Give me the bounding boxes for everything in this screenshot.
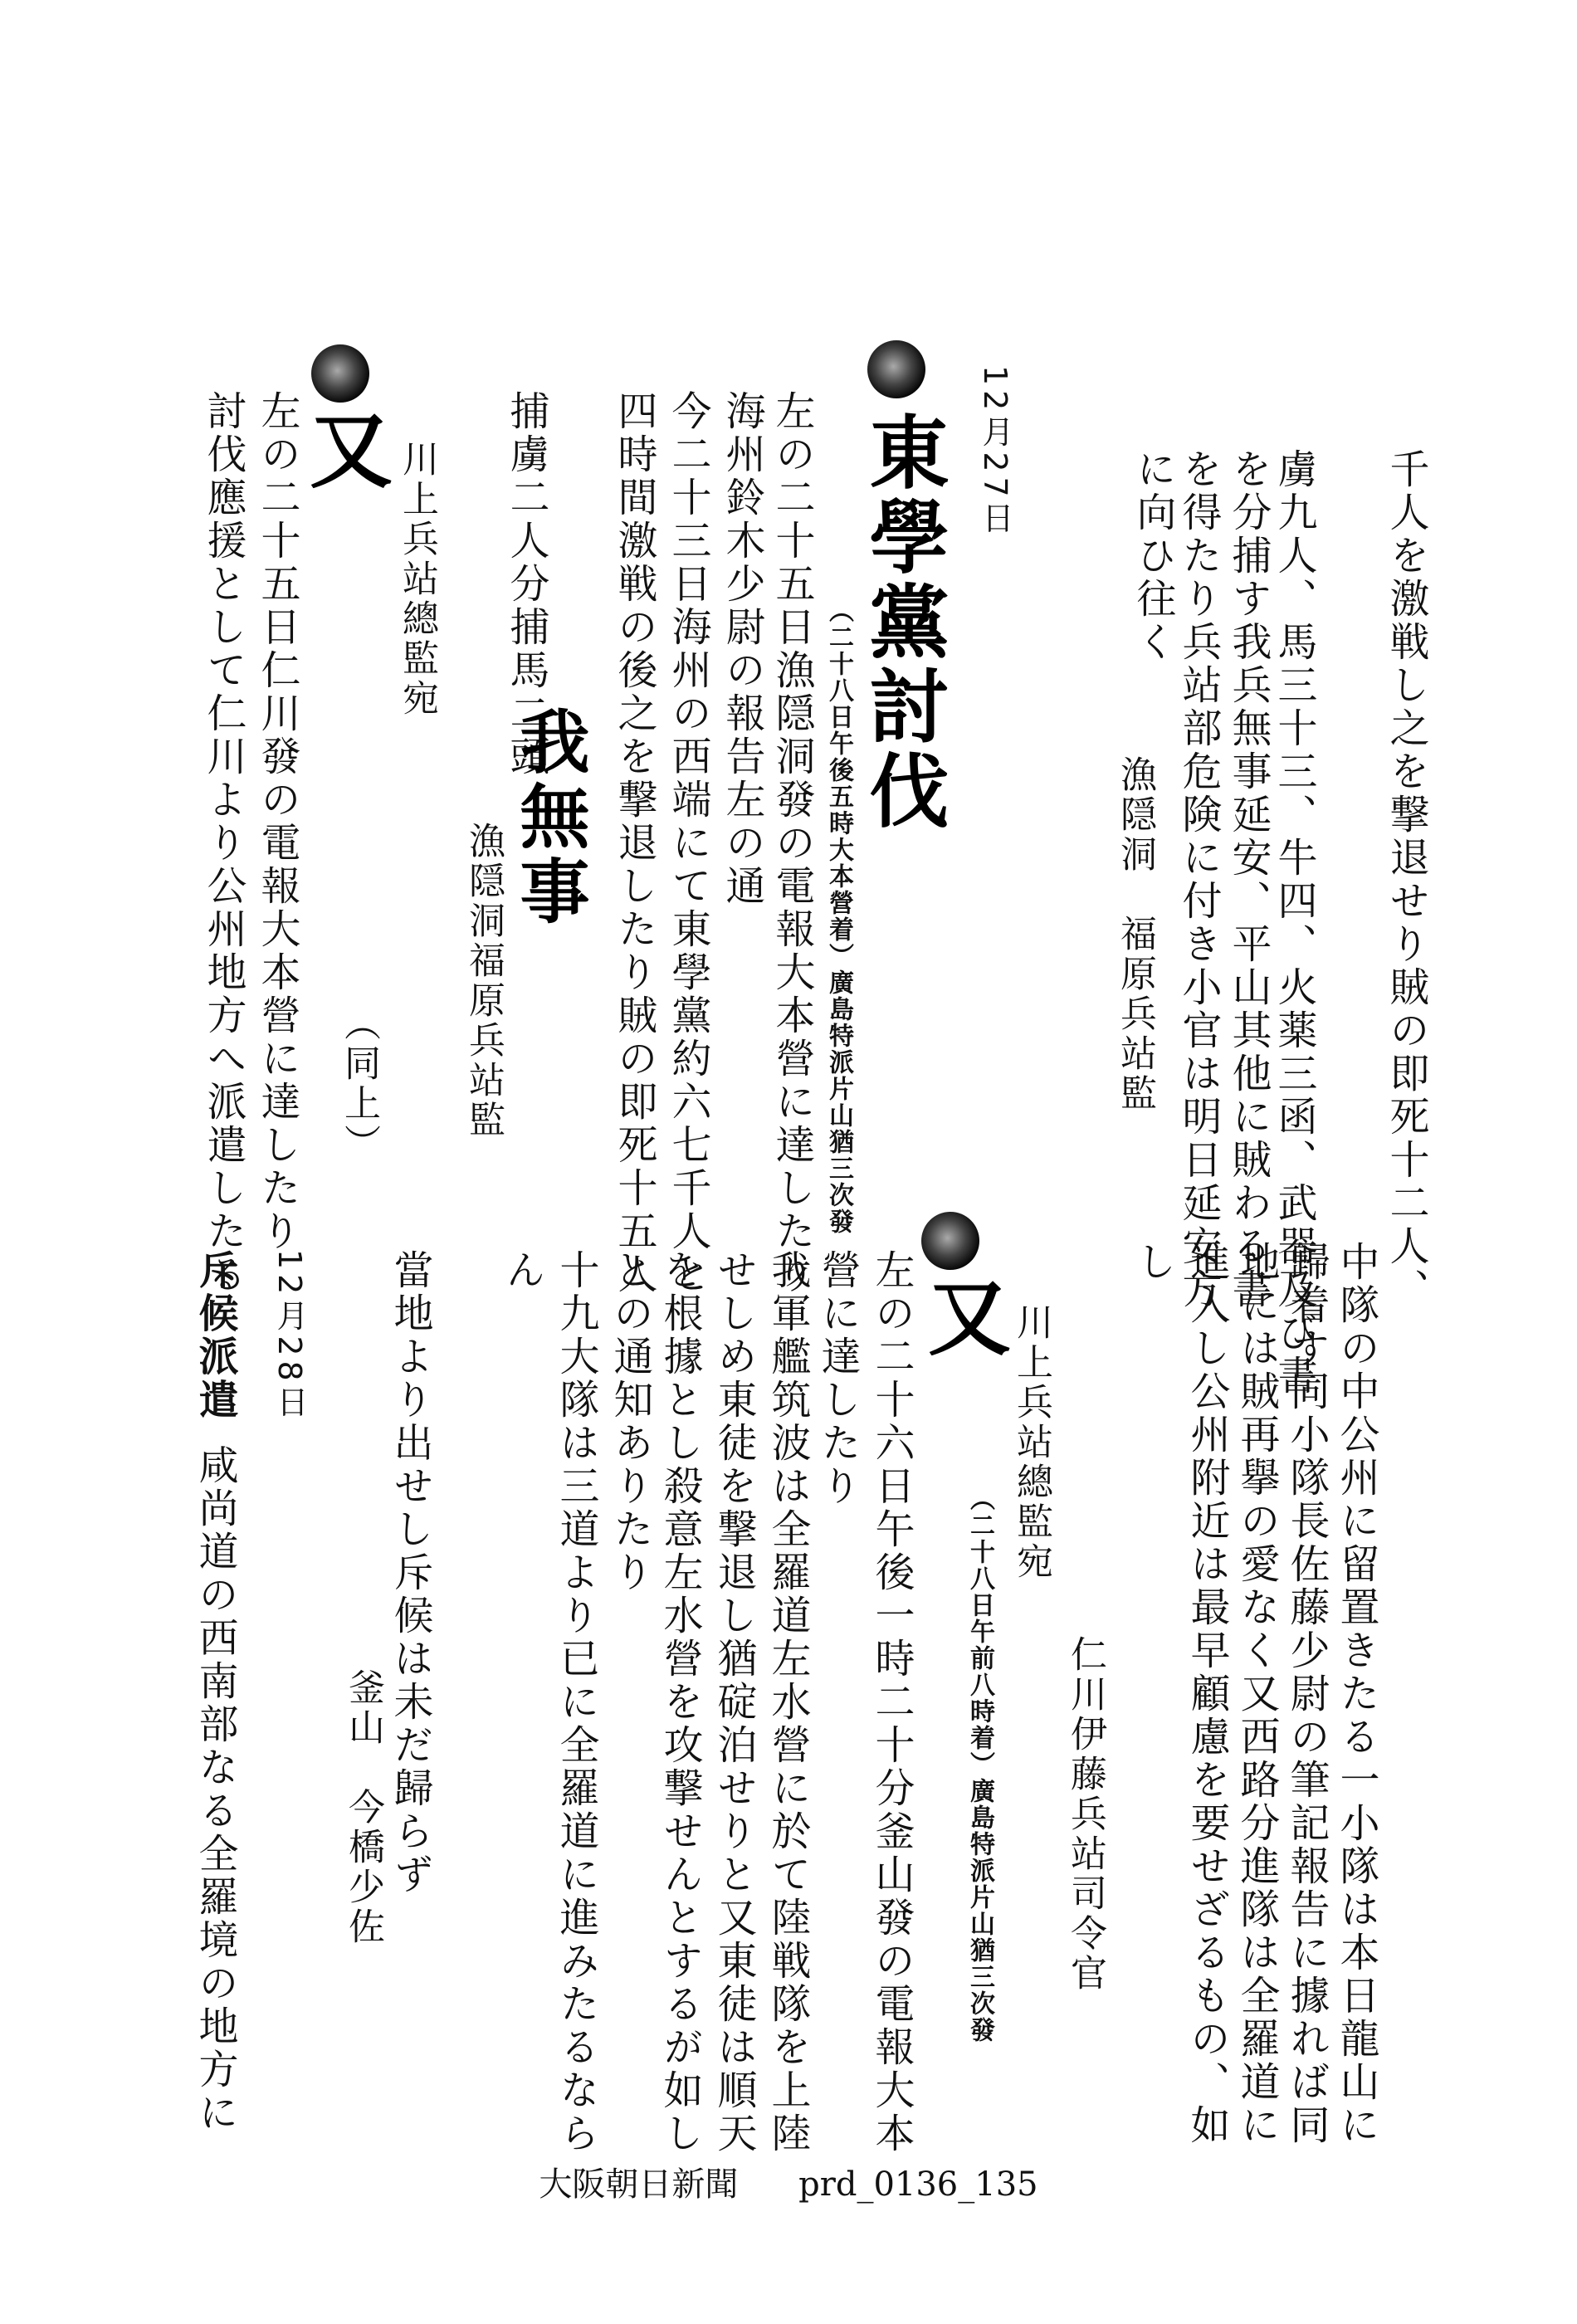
text-column: 中隊の中公州に留置きたる一小隊は本日龍山に [1333,1241,1379,2147]
text-column: 歸着す同小隊長佐藤少尉の筆記報告に據れば同 [1283,1241,1330,2147]
note: （同上） [338,1004,380,1164]
headline: 東學黨討伐 [857,411,950,834]
text-column: 左の二十六日午後一時二十分釜山發の電報大本 [868,1249,915,2156]
byline: 川上兵站總監宛 [396,440,438,719]
text-column: 千人を激戦し之を撃退せり賊の即死十二人、 [1383,448,1429,1311]
date-label: 12月27日 [977,365,1013,539]
text-column: せしめ東徒を撃退し猶碇泊せりと又東徒は順天 [710,1249,757,2156]
text-column: 當地より出せし斥候は未だ歸らず [387,1249,433,1897]
text-column: 咸尚道の西南部なる全羅境の地方に [192,1444,238,2135]
text-column: 海州鈴木少尉の報告左の通 [719,390,765,908]
headline: 又 [295,407,393,495]
text-column: 今二十三日海州の西端にて東學黨約六七千人と [665,390,711,1296]
byline: 釜山 今橋少佐 [342,1668,384,1947]
headline-marker-icon [921,1212,979,1270]
text-column: 進入し公州附近は最早顧慮を要せざるもの、如 [1184,1241,1230,2147]
headline-marker-icon [867,340,925,398]
text-column: 營に達したり [814,1249,861,1508]
section-title: 斥候派遣 [192,1249,238,1422]
headline-marker-icon [311,344,369,403]
date-label: 12月28日 [271,1249,308,1423]
document-code: prd_0136_135 [798,2165,1038,2204]
text-column: 左の二十五日漁隠洞發の電報大本營に達したり [769,390,815,1296]
text-column: 討伐應援として仁川より公州地方へ派遣したる [200,390,247,1296]
dispatch-meta: （二十八日午後五時大本營着）廣島特派片山猶三次發 [824,598,853,1235]
byline: 川上兵站總監宛 [1010,1303,1052,1582]
byline: 漁隠洞 福原兵站監 [1114,755,1156,1114]
text-column: 左の二十五日仁川發の電報大本營に達したり [254,390,300,1253]
text-column: ん [499,1249,545,1292]
text-column: との通知ありたり [607,1249,653,1594]
byline: 漁隠洞福原兵站監 [462,822,505,1140]
text-column: 十九大隊は三道より已に全羅道に進みたるなら [553,1249,599,2156]
text-column: し [1130,1241,1176,1284]
text-column: に向ひ往く [1130,448,1176,664]
source-title: 大阪朝日新聞 [539,2165,739,2204]
page-footer [0,2158,1577,2205]
text-column: 我軍艦筑波は全羅道左水營に於て陸戦隊を上陸 [764,1249,811,2156]
text-column: を得たり兵站部危険に付き小官は明日延安方 [1175,448,1222,1311]
text-column: 地には賊再擧の愛なく又西路分進隊は全羅道に [1233,1241,1280,2147]
text-column: 虜九人、馬三十三、牛四、火薬三函、武器及び書 [1271,448,1317,1398]
byline: 仁川伊藤兵站司令官 [1064,1635,1106,1994]
headline: 又 [914,1274,1012,1362]
text-column: を分捕す我兵無事延安、平山其他に賊わる書 [1225,448,1272,1311]
dispatch-meta: （二十八日午前八時着）廣島特派片山猶三次發 [965,1486,994,2043]
text-column: を根據とし殺意左水營を攻撃せんとするが如し [657,1249,703,2156]
text-column: 捕虜二人分捕馬二頭 [503,390,549,779]
text-column: 四時間激戦の後之を撃退したり賊の即死十五人 [611,390,657,1296]
subheadline: 我無事 [509,706,591,930]
